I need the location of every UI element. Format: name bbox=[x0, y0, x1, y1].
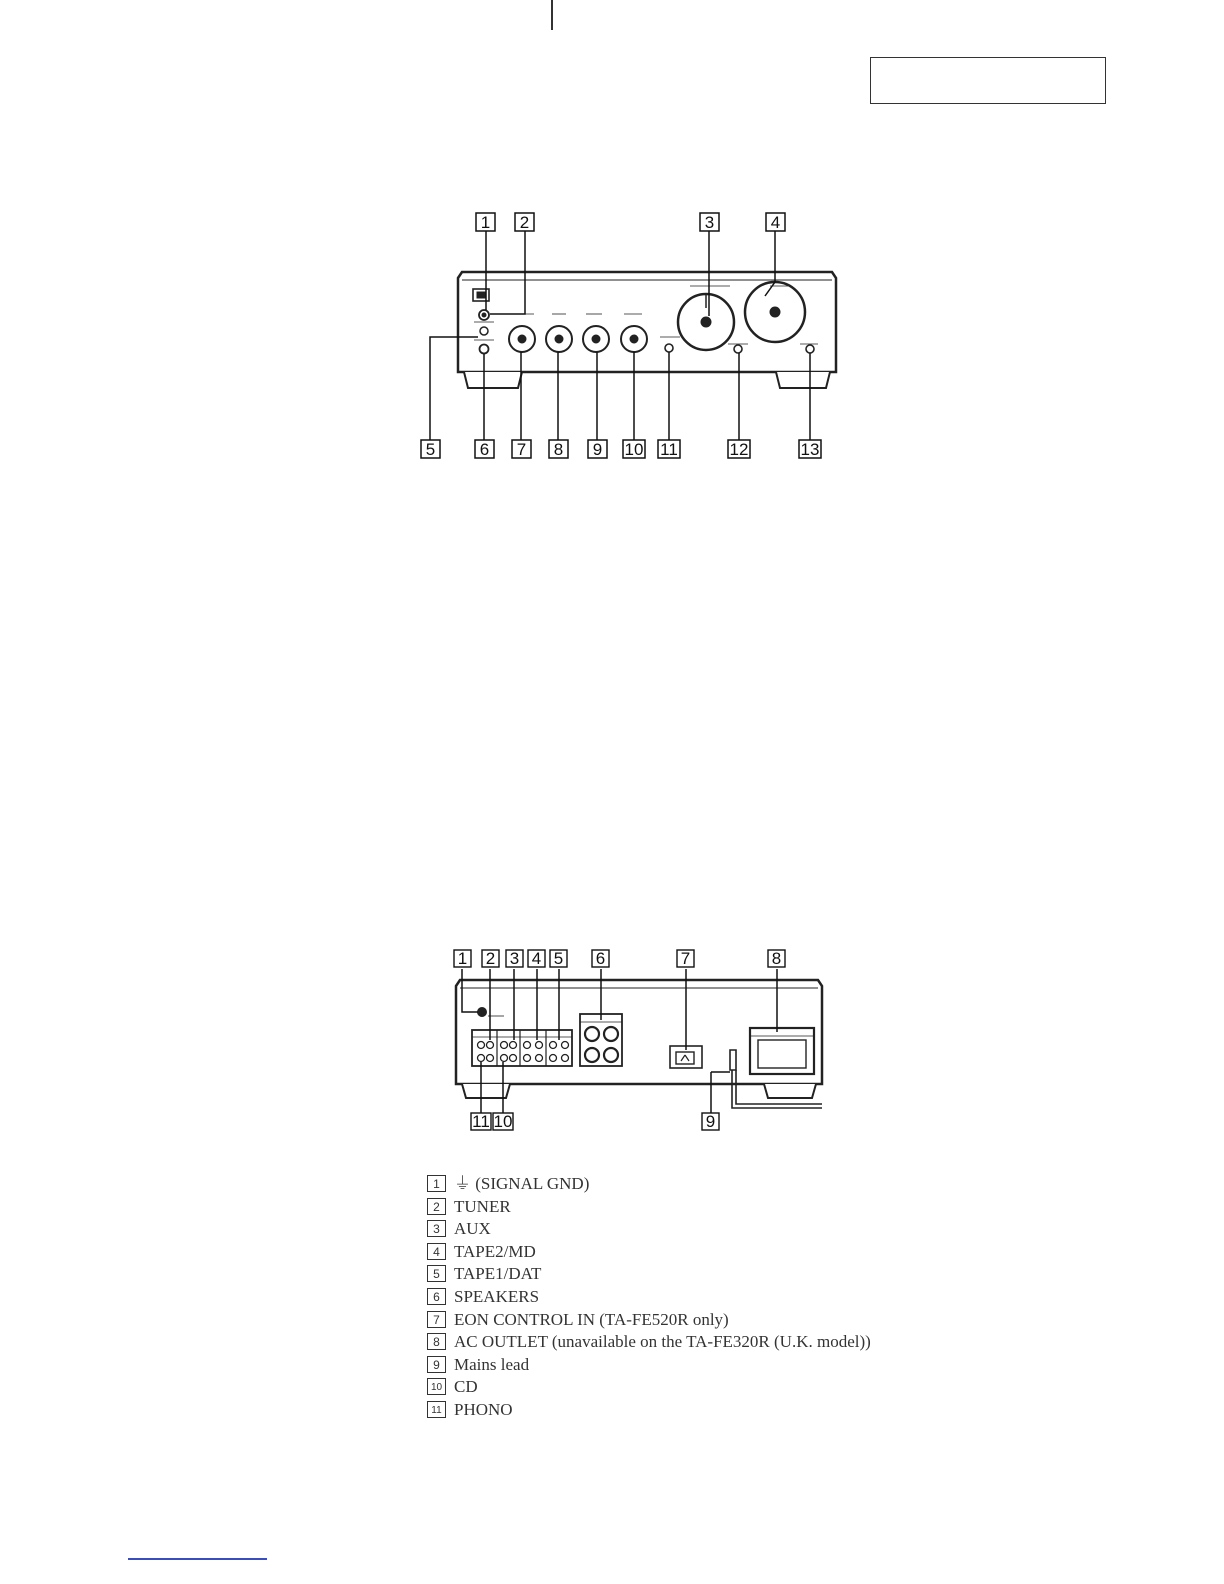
svg-text:4: 4 bbox=[770, 213, 781, 232]
legend-number: 1 bbox=[427, 1175, 446, 1192]
legend-text: AC OUTLET (unavailable on the TA-FE320R (U.K. model)) bbox=[454, 1332, 871, 1352]
front-callout-10 bbox=[623, 440, 645, 459]
rear-callout-1 bbox=[454, 949, 471, 968]
legend-text: TUNER bbox=[454, 1196, 511, 1216]
svg-text:9: 9 bbox=[705, 1112, 716, 1131]
rear-callout-11 bbox=[471, 1112, 491, 1131]
legend-item bbox=[427, 1331, 887, 1354]
rear-callout-6 bbox=[592, 949, 609, 968]
svg-text:3: 3 bbox=[509, 949, 520, 968]
front-callout-12 bbox=[728, 440, 750, 459]
legend-item bbox=[427, 1286, 887, 1309]
legend-number: 7 bbox=[427, 1311, 446, 1328]
svg-text:5: 5 bbox=[425, 440, 436, 459]
svg-text:13: 13 bbox=[800, 440, 820, 459]
svg-text:7: 7 bbox=[680, 949, 691, 968]
svg-text:2: 2 bbox=[485, 949, 496, 968]
front-callout-6 bbox=[475, 440, 494, 459]
legend-text: TAPE2/MD bbox=[454, 1241, 536, 1261]
rear-callout-3 bbox=[506, 949, 523, 968]
legend-number: 6 bbox=[427, 1288, 446, 1305]
front-panel-illustration bbox=[458, 272, 836, 388]
legend-item bbox=[427, 1218, 887, 1241]
legend-text: AUX bbox=[454, 1219, 491, 1239]
rear-callout-2 bbox=[482, 949, 499, 968]
legend-number: 5 bbox=[427, 1265, 446, 1282]
svg-text:10: 10 bbox=[493, 1112, 513, 1131]
legend-number: 2 bbox=[427, 1198, 446, 1215]
legend-number: 3 bbox=[427, 1220, 446, 1237]
legend-text: PHONO bbox=[454, 1399, 513, 1419]
front-callout-1 bbox=[476, 213, 495, 232]
legend-text: Mains lead bbox=[454, 1354, 530, 1374]
svg-text:9: 9 bbox=[592, 440, 603, 459]
legend-text: SPEAKERS bbox=[454, 1286, 540, 1306]
legend-item bbox=[427, 1241, 887, 1264]
svg-text:8: 8 bbox=[771, 949, 782, 968]
front-callout-7 bbox=[512, 440, 531, 459]
svg-text:2: 2 bbox=[519, 213, 530, 232]
svg-text:11: 11 bbox=[472, 1112, 490, 1131]
legend-item bbox=[427, 1376, 887, 1399]
front-callout-4 bbox=[766, 213, 785, 232]
rear-callout-5 bbox=[550, 949, 567, 968]
legend-text: EON CONTROL IN (TA-FE520R only) bbox=[454, 1309, 729, 1329]
rear-callout-10 bbox=[493, 1112, 513, 1131]
front-callout-8 bbox=[549, 440, 568, 459]
legend-item bbox=[427, 1263, 887, 1286]
rear-callout-4 bbox=[528, 949, 545, 968]
svg-text:10: 10 bbox=[624, 440, 644, 459]
legend-number: 8 bbox=[427, 1333, 446, 1350]
front-callout-9 bbox=[588, 440, 607, 459]
legend-item bbox=[427, 1399, 887, 1422]
legend-text: CD bbox=[454, 1377, 478, 1397]
svg-text:1: 1 bbox=[457, 949, 468, 968]
front-callout-3 bbox=[700, 213, 719, 232]
front-callout-5 bbox=[421, 440, 440, 459]
svg-text:11: 11 bbox=[660, 440, 678, 459]
legend-number: 11 bbox=[427, 1401, 446, 1418]
svg-text:6: 6 bbox=[595, 949, 606, 968]
legend-number: 4 bbox=[427, 1243, 446, 1260]
legend-item bbox=[427, 1309, 887, 1332]
svg-text:3: 3 bbox=[704, 213, 715, 232]
legend-item bbox=[427, 1354, 887, 1377]
front-callout-11 bbox=[658, 440, 680, 459]
legend-text: ⏚ (SIGNAL GND) bbox=[454, 1174, 590, 1193]
rear-callout-9 bbox=[702, 1112, 719, 1131]
svg-text:12: 12 bbox=[729, 440, 749, 459]
svg-text:4: 4 bbox=[531, 949, 542, 968]
svg-text:6: 6 bbox=[479, 440, 490, 459]
legend-item bbox=[427, 1173, 887, 1196]
rear-callout-7 bbox=[677, 949, 694, 968]
rear-panel-illustration bbox=[456, 980, 822, 1108]
legend-text: TAPE1/DAT bbox=[454, 1264, 542, 1284]
svg-text:1: 1 bbox=[480, 213, 491, 232]
svg-text:8: 8 bbox=[553, 440, 564, 459]
rear-panel-legend bbox=[427, 1173, 887, 1422]
svg-text:5: 5 bbox=[553, 949, 564, 968]
legend-item bbox=[427, 1196, 887, 1219]
legend-number: 10 bbox=[427, 1378, 446, 1395]
front-callout-2 bbox=[515, 213, 534, 232]
rear-callout-8 bbox=[768, 949, 785, 968]
front-callout-13 bbox=[799, 440, 821, 459]
legend-number: 9 bbox=[427, 1356, 446, 1373]
svg-text:7: 7 bbox=[516, 440, 527, 459]
footer-rule bbox=[128, 1558, 267, 1560]
